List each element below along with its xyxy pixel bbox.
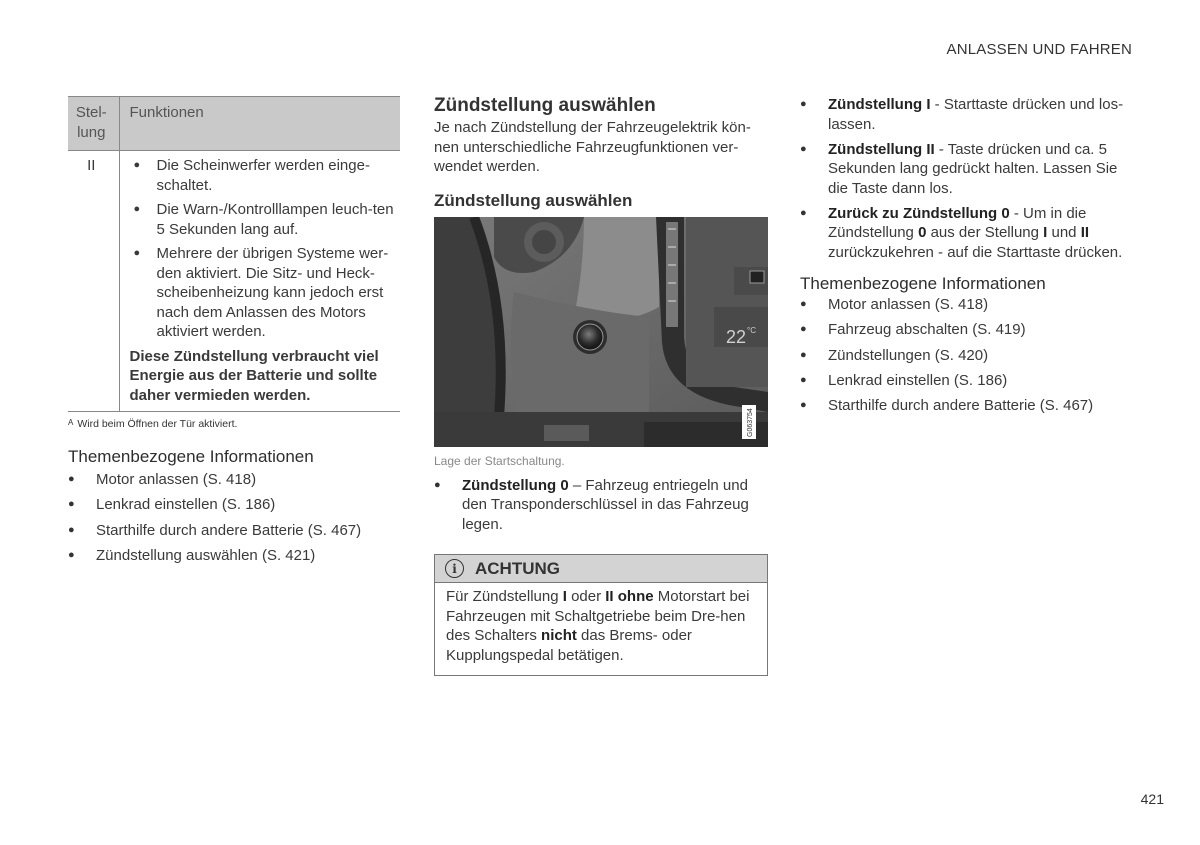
table-row bbox=[68, 151, 400, 412]
related-info-heading: Themenbezogene Informationen bbox=[68, 447, 314, 466]
caution-label: ACHTUNG bbox=[475, 558, 560, 578]
table-header-functions: Funktionen bbox=[119, 97, 400, 151]
step-text: – Fahrzeug entriegeln und den Transponderschlüssel in das Fahrzeug legen. bbox=[462, 476, 749, 533]
list-item bbox=[434, 476, 768, 535]
step-text: - Starttaste drücken und los-lassen. bbox=[828, 96, 1124, 133]
caution-box bbox=[434, 554, 768, 676]
caution-text: Für Zündstellung I oder II ohne Motorstart bei Fahrzeugen mit Schaltgetriebe beim Dre-hen des Schalters nicht das Brems- oder Kupplungspedal betätigen. bbox=[446, 588, 750, 664]
step-list bbox=[800, 95, 1135, 262]
related-link[interactable]: ● Starthilfe durch andere Batterie (S. 467) bbox=[68, 521, 408, 541]
list-item: ● Die Scheinwerfer werden einge-schaltet. bbox=[130, 156, 395, 195]
step-label: Zündstellung 0 bbox=[462, 476, 569, 494]
table-header-position: Stel-lung bbox=[68, 97, 119, 151]
section-subheading: Zündstellung auswählen bbox=[434, 190, 633, 210]
related-links-list bbox=[68, 470, 408, 565]
related-link[interactable]: ● Fahrzeug abschalten (S. 419) bbox=[800, 320, 1135, 340]
image-code: G063754 bbox=[747, 407, 754, 437]
intro-text: Je nach Zündstellung der Fahrzeugelektrik kön-nen unterschiedliche Fahrzeugfunktionen ver-wendet werden. bbox=[434, 119, 751, 175]
related-link[interactable]: ● Motor anlassen (S. 418) bbox=[800, 295, 1135, 315]
table-footnote bbox=[68, 418, 237, 430]
right-column bbox=[800, 95, 1135, 421]
table-header-row bbox=[68, 97, 400, 151]
list-item bbox=[800, 140, 1135, 199]
list-item bbox=[800, 95, 1135, 134]
page-number: 421 bbox=[1140, 791, 1164, 807]
main-column bbox=[434, 95, 768, 676]
related-links-list bbox=[800, 295, 1135, 416]
dashboard-illustration bbox=[434, 217, 768, 447]
start-button-photo bbox=[434, 217, 768, 447]
step-label: Zündstellung I bbox=[828, 96, 931, 113]
step-list bbox=[434, 476, 768, 535]
related-link[interactable]: ● Zündstellungen (S. 420) bbox=[800, 346, 1135, 366]
page-title: Zündstellung auswählen bbox=[434, 95, 656, 116]
step-text: - Taste drücken und ca. 5 Sekunden lang gedrückt halten. Lassen Sie die Taste dann los. bbox=[828, 140, 1118, 197]
caution-header bbox=[435, 555, 767, 583]
related-link[interactable]: ● Lenkrad einstellen (S. 186) bbox=[68, 495, 408, 515]
list-item: ● Die Warn-/Kontrolllampen leuch-ten 5 Sekunden lang auf. bbox=[130, 200, 395, 239]
info-icon: i bbox=[445, 559, 464, 578]
related-link[interactable]: ● Starthilfe durch andere Batterie (S. 467) bbox=[800, 396, 1135, 416]
footnote-text: Wird beim Öffnen der Tür aktiviert. bbox=[77, 418, 238, 430]
related-link[interactable]: ● Zündstellung auswählen (S. 421) bbox=[68, 546, 408, 566]
ignition-function-table bbox=[68, 96, 400, 412]
battery-warning-text: Diese Zündstellung verbraucht viel Energie aus der Batterie und sollte daher vermieden werden. bbox=[129, 347, 379, 404]
function-list bbox=[130, 156, 395, 342]
related-info-left bbox=[68, 447, 408, 571]
temperature-unit: °C bbox=[747, 325, 756, 335]
related-link[interactable]: ● Motor anlassen (S. 418) bbox=[68, 470, 408, 490]
photo-caption: Lage der Startschaltung. bbox=[434, 453, 565, 468]
section-header: ANLASSEN UND FAHREN bbox=[946, 41, 1132, 58]
footnote-marker: A bbox=[68, 418, 74, 427]
table-cell-functions bbox=[119, 151, 400, 412]
temperature-readout: 22 bbox=[726, 326, 747, 347]
step-label: Zündstellung II bbox=[828, 140, 935, 158]
list-item: ● Mehrere der übrigen Systeme wer-den aktiviert. Die Sitz- und Heck-scheibenheizung kann jedoch erst nach dem Anlassen des Motors aktiviert werden. bbox=[130, 244, 395, 342]
related-link[interactable]: ● Lenkrad einstellen (S. 186) bbox=[800, 371, 1135, 391]
related-info-heading: Themenbezogene Informationen bbox=[800, 274, 1046, 293]
table-cell-position: II bbox=[68, 151, 119, 412]
list-item: ● Zurück zu Zündstellung 0 - Um in die Zündstellung 0 aus der Stellung I und II zurückzukehren - auf die Starttaste drücken. bbox=[800, 204, 1135, 263]
